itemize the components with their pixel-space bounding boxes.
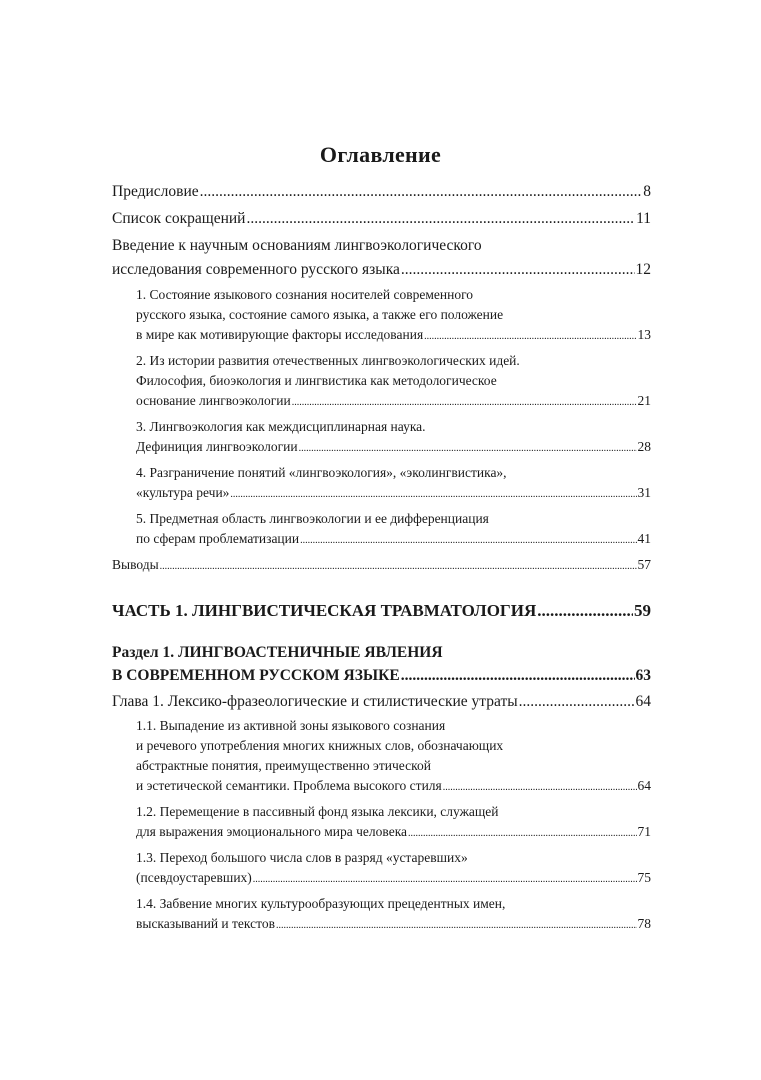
toc-subentry[interactable] xyxy=(112,417,651,459)
toc-entry[interactable] xyxy=(112,207,651,231)
toc-entry-line: для выражения эмоционального мира человека xyxy=(136,824,408,839)
page-number: 71 xyxy=(637,824,651,839)
toc-entry-line: Выводы xyxy=(112,557,159,572)
toc-entry-line: Список сокращений xyxy=(112,210,246,227)
page-number: 21 xyxy=(637,393,651,408)
toc-entry-line: Раздел 1. ЛИНГВОАСТЕНИЧНЫЕ ЯВЛЕНИЯ xyxy=(112,644,443,661)
toc-entry-line: абстрактные понятия, преимущественно этической xyxy=(136,758,431,773)
toc-entry-line: ЧАСТЬ 1. ЛИНГВИСТИЧЕСКАЯ ТРАВМАТОЛОГИЯ xyxy=(112,601,537,620)
dot-leader xyxy=(300,529,636,551)
toc-entry-line: (псевдоустаревших) xyxy=(136,870,252,885)
toc-entry-line: Предисловие xyxy=(112,183,199,200)
dot-leader xyxy=(276,914,637,936)
page-title: Оглавление xyxy=(319,142,442,167)
toc-subentry[interactable] xyxy=(112,509,651,551)
toc-subentry[interactable] xyxy=(112,463,651,505)
toc-entry-line: 3. Лингвоэкология как междисциплинарная наука. xyxy=(136,419,426,434)
dot-leader xyxy=(401,258,635,282)
page-number: 64 xyxy=(637,778,651,793)
toc-part[interactable] xyxy=(112,599,651,623)
dot-leader xyxy=(246,207,635,231)
toc-entry-line: в мире как мотивирующие факторы исследования xyxy=(136,327,424,342)
page-number: 57 xyxy=(637,557,651,572)
toc-entry-line: Дефиниция лингвоэкологии xyxy=(136,439,298,454)
toc-subentry[interactable] xyxy=(112,555,651,577)
toc-entry-line: 1.3. Переход большого числа слов в разряд «устаревших» xyxy=(136,850,468,865)
page-number: 41 xyxy=(637,531,651,546)
toc-entry-line: и эстетической семантики. Проблема высокого стиля xyxy=(136,778,442,793)
page-number: 59 xyxy=(634,601,651,620)
toc-entry-line: 2. Из истории развития отечественных лингвоэкологических идей. xyxy=(136,353,520,368)
page-number: 28 xyxy=(637,439,651,454)
toc-entry-line: 1. Состояние языкового сознания носителей современного xyxy=(136,287,474,302)
toc-entry-line: В СОВРЕМЕННОМ РУССКОМ ЯЗЫКЕ xyxy=(112,667,400,684)
page-number: 13 xyxy=(637,327,651,342)
toc-entry-line: Введение к научным основаниям лингвоэкологического xyxy=(112,237,482,254)
toc-entry-line: 1.2. Перемещение в пассивный фонд языка лексики, служащей xyxy=(136,804,499,819)
page-number: 11 xyxy=(636,210,651,227)
toc-entry-line: Глава 1. Лексико-фразеологические и стилистические утраты xyxy=(112,693,518,710)
toc-subentry[interactable] xyxy=(112,285,651,347)
toc-entry-line: 4. Разграничение понятий «лингвоэкология», «эколингвистика», xyxy=(136,465,507,480)
dot-leader xyxy=(253,868,637,890)
dot-leader xyxy=(230,483,636,505)
page-number: 12 xyxy=(635,261,651,278)
dot-leader xyxy=(408,822,636,844)
toc-entry-line: «культура речи» xyxy=(136,485,230,500)
page-number: 8 xyxy=(643,183,651,200)
toc-entry-line: Философия, биоэкология и лингвистика как методологическое xyxy=(136,373,497,388)
dot-leader xyxy=(443,776,637,798)
table-of-contents xyxy=(112,180,651,940)
page-number: 75 xyxy=(637,870,651,885)
dot-leader xyxy=(200,180,643,204)
page-number: 31 xyxy=(637,485,651,500)
toc-entry-line: исследования современного русского языка xyxy=(112,261,400,278)
toc-subentry[interactable] xyxy=(112,716,651,798)
toc-entry-line: основание лингвоэкологии xyxy=(136,393,291,408)
toc-subentry[interactable] xyxy=(112,802,651,844)
dot-leader xyxy=(519,690,635,714)
toc-entry-line: 1.4. Забвение многих культурообразующих прецедентных имен, xyxy=(136,896,506,911)
dot-leader xyxy=(401,664,635,687)
dot-leader xyxy=(537,599,633,623)
toc-entry[interactable] xyxy=(112,234,651,282)
toc-entry[interactable] xyxy=(112,180,651,204)
toc-entry-line: русского языка, состояние самого языка, а также его положение xyxy=(136,307,504,322)
page-number: 63 xyxy=(635,667,651,684)
toc-subentry[interactable] xyxy=(112,894,651,936)
toc-entry-line: высказываний и текстов xyxy=(136,916,275,931)
toc-entry-line: 1.1. Выпадение из активной зоны языкового сознания xyxy=(136,718,446,733)
page-number: 64 xyxy=(635,693,651,710)
dot-leader xyxy=(292,391,637,413)
dot-leader xyxy=(160,555,637,577)
toc-entry-line: и речевого употребления многих книжных слов, обозначающих xyxy=(136,738,504,753)
toc-chapter[interactable] xyxy=(112,690,651,714)
toc-entry-line: по сферам проблематизации xyxy=(136,531,300,546)
page-number: 78 xyxy=(637,916,651,931)
dot-leader xyxy=(424,325,636,347)
toc-entry-line: 5. Предметная область лингвоэкологии и ее дифференциация xyxy=(136,511,489,526)
toc-section[interactable] xyxy=(112,641,651,687)
toc-subentry[interactable] xyxy=(112,848,651,890)
dot-leader xyxy=(299,437,637,459)
toc-subentry[interactable] xyxy=(112,351,651,413)
